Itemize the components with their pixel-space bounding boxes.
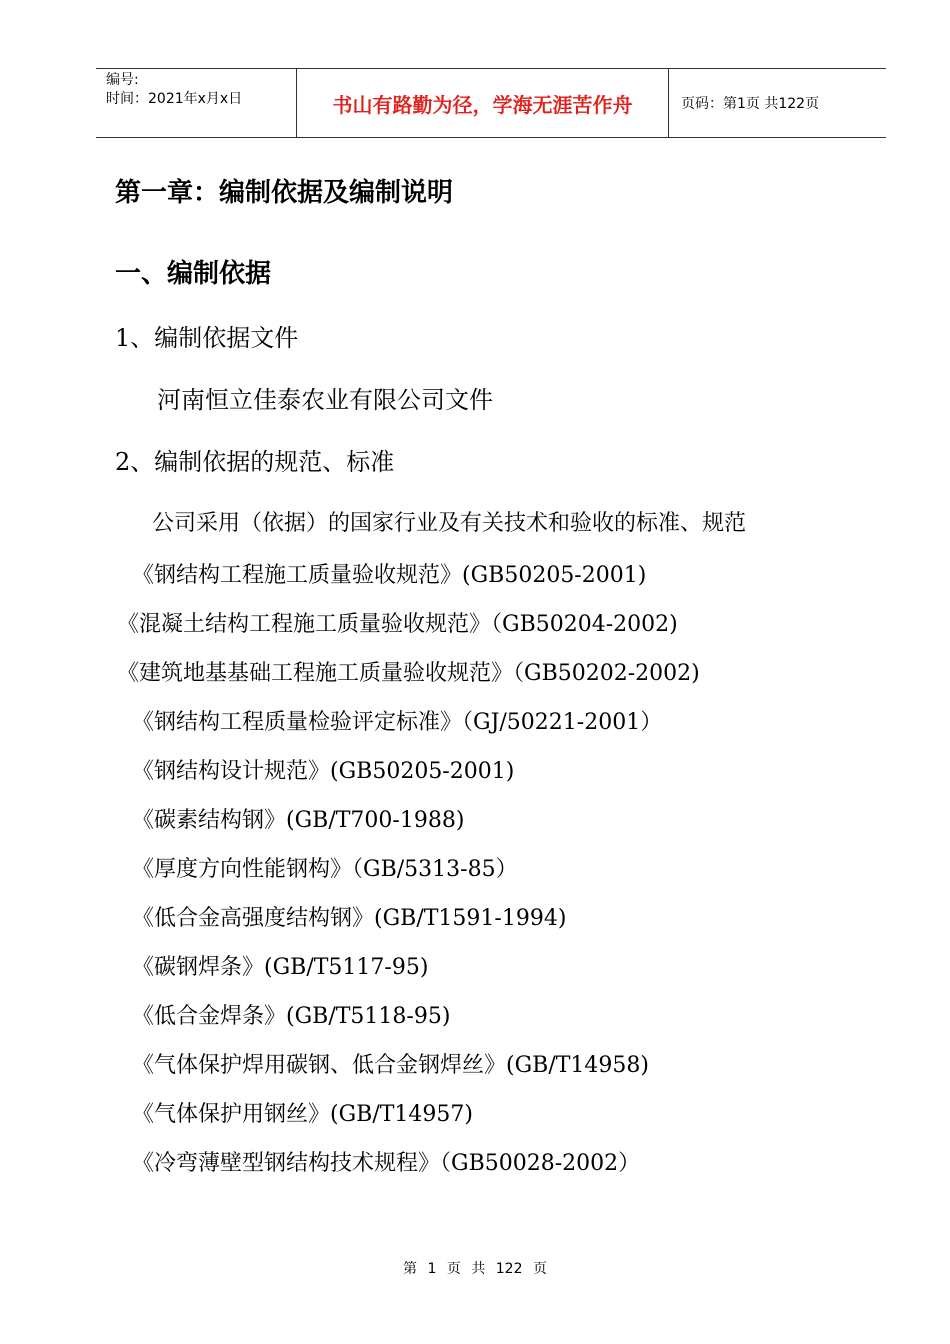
footer-di: 第 bbox=[403, 1261, 418, 1277]
section-title: 一、编制依据 bbox=[115, 259, 272, 289]
reference-item: 《碳钢焊条》(GB/T5117-95) bbox=[132, 955, 429, 980]
footer-total-pages: 122 bbox=[495, 1261, 523, 1277]
chapter-title: 第一章：编制依据及编制说明 bbox=[115, 178, 454, 208]
reference-item: 《钢结构工程质量检验评定标准》（GJ/50221-2001） bbox=[132, 710, 663, 735]
reference-item: 《冷弯薄壁型钢结构技术规程》（GB50028-2002） bbox=[132, 1151, 641, 1176]
footer-page-number: 1 bbox=[427, 1261, 437, 1277]
footer-ye: 页 bbox=[446, 1261, 461, 1277]
reference-item: 《厚度方向性能钢构》（GB/5313-85） bbox=[132, 857, 518, 882]
item-heading-2: 2、编制依据的规范、标准 bbox=[115, 448, 395, 476]
reference-item: 《混凝土结构工程施工质量验收规范》（GB50204-2002) bbox=[117, 612, 678, 637]
document-number: 编号: bbox=[106, 72, 139, 88]
item-heading-1: 1、编制依据文件 bbox=[115, 324, 299, 352]
reference-item: 《低合金高强度结构钢》(GB/T1591-1994) bbox=[132, 906, 567, 931]
header-meta bbox=[96, 69, 297, 137]
page-header bbox=[96, 68, 886, 138]
reference-item: 《气体保护焊用碳钢、低合金钢焊丝》(GB/T14958) bbox=[132, 1053, 649, 1078]
reference-item: 《低合金焊条》(GB/T5118-95) bbox=[132, 1004, 451, 1029]
reference-item: 《建筑地基基础工程施工质量验收规范》（GB50202-2002) bbox=[117, 661, 700, 686]
page-footer bbox=[0, 1258, 950, 1278]
document-date: 时间：2021年x月x日 bbox=[106, 91, 243, 107]
header-motto: 书山有路勤为径，学海无涯苦作舟 bbox=[297, 69, 669, 137]
item-text-1: 河南恒立佳泰农业有限公司文件 bbox=[157, 386, 493, 414]
reference-item: 《碳素结构钢》(GB/T700-1988) bbox=[132, 808, 465, 833]
footer-ye2: 页 bbox=[532, 1261, 547, 1277]
reference-item: 《钢结构设计规范》(GB50205-2001) bbox=[132, 759, 515, 784]
item-text-2: 公司采用（依据）的国家行业及有关技术和验收的标准、规范 bbox=[152, 511, 747, 536]
reference-item: 《钢结构工程施工质量验收规范》(GB50205-2001) bbox=[132, 563, 647, 588]
header-page-info: 页码：第1页 共122页 bbox=[681, 96, 820, 112]
reference-item: 《气体保护用钢丝》(GB/T14957) bbox=[132, 1102, 473, 1127]
footer-gong: 共 bbox=[471, 1261, 486, 1277]
